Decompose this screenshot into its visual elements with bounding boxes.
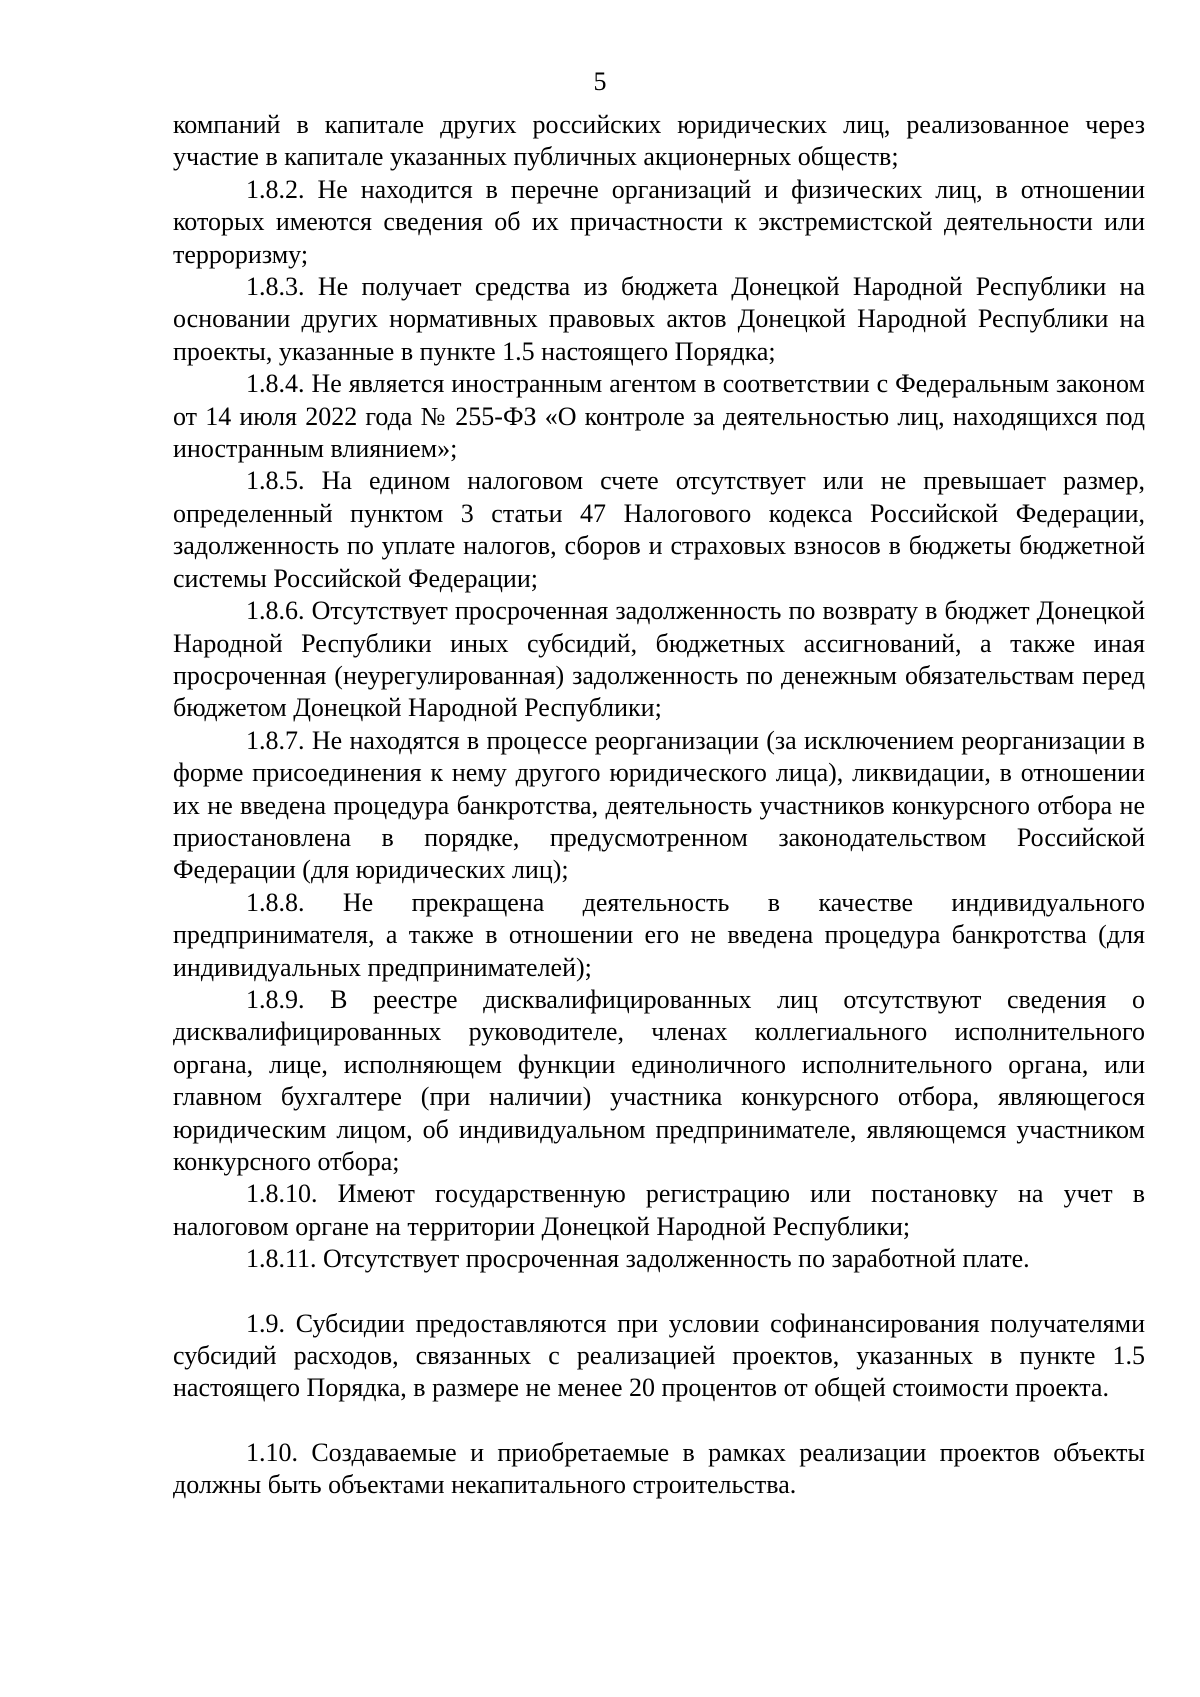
paragraph-spacer: [173, 1276, 1145, 1308]
paragraph-1-8-5: 1.8.5. На едином налоговом счете отсутствует или не превышает размер, определенный пунктом 3 статьи 47 Налогового кодекса Российской Федерации, задолженность по уплате налогов, сборов и страховых взносов в бюджеты бюджетной системы Российской Федерации;: [173, 466, 1145, 593]
document-body: [173, 109, 1145, 1502]
paragraph-continuation: компаний в капитале других российских юридических лиц, реализованное через участие в капитале указанных публичных акционерных обществ;: [173, 110, 1145, 172]
paragraph-1-8-10: 1.8.10. Имеют государственную регистрацию или постановку на учет в налоговом органе на территории Донецкой Народной Республики;: [173, 1179, 1145, 1241]
paragraph-1-8-4: 1.8.4. Не является иностранным агентом в соответствии с Федеральным законом от 14 июля 2022 года № 255-ФЗ «О контроле за деятельностью лиц, находящихся под иностранным влиянием»;: [173, 369, 1145, 464]
paragraph-1-8-6: 1.8.6. Отсутствует просроченная задолженность по возврату в бюджет Донецкой Народной Республики иных субсидий, бюджетных ассигнований, а также иная просроченная (неурегулированная) задолженность по денежным обязательствам перед бюджетом Донецкой Народной Республики;: [173, 596, 1145, 723]
paragraph-1-9: 1.9. Субсидии предоставляются при условии софинансирования получателями субсидий расходов, связанных с реализацией проектов, указанных в пункте 1.5 настоящего Порядка, в размере не менее 20 процентов от общей стоимости проекта.: [173, 1308, 1145, 1403]
paragraph-spacer: [173, 1405, 1145, 1437]
paragraph-1-8-9: 1.8.9. В реестре дисквалифицированных лиц отсутствуют сведения о дисквалифицированных руководителе, членах коллегиального исполнительного органа, лице, исполняющем функции единоличного исполнительного органа, или главном бухгалтере (при наличии) участника конкурсного отбора, являющегося юридическим лицом, об индивидуальном предпринимателе, являющемся участником конкурсного отбора;: [173, 984, 1145, 1176]
paragraph-1-8-2: 1.8.2. Не находится в перечне организаций и физических лиц, в отношении которых имеются сведения об их причастности к экстремистской деятельности или терроризму;: [173, 174, 1145, 269]
paragraph-1-8-3: 1.8.3. Не получает средства из бюджета Донецкой Народной Республики на основании других нормативных правовых актов Донецкой Народной Республики на проекты, указанные в пункте 1.5 настоящего Порядка;: [173, 272, 1145, 366]
page-number: 5: [593, 67, 607, 96]
paragraph-1-10: 1.10. Создаваемые и приобретаемые в рамках реализации проектов объекты должны быть объектами некапитального строительства.: [173, 1437, 1145, 1500]
paragraph-1-8-7: 1.8.7. Не находятся в процессе реорганизации (за исключением реорганизации в форме присоединения к нему другого юридического лица), ликвидации, в отношении их не введена процедура банкротства, деятельность участников конкурсного отбора не приостановлена в порядке, предусмотренном законодательством Российской Федерации (для юридических лиц);: [173, 725, 1145, 885]
paragraph-1-8-8: 1.8.8. Не прекращена деятельность в качестве индивидуального предпринимателя, а также в отношении его не введена процедура банкротства (для индивидуальных предпринимателей);: [173, 887, 1145, 982]
paragraph-1-8-11: 1.8.11. Отсутствует просроченная задолженность по заработной плате.: [246, 1244, 1030, 1274]
